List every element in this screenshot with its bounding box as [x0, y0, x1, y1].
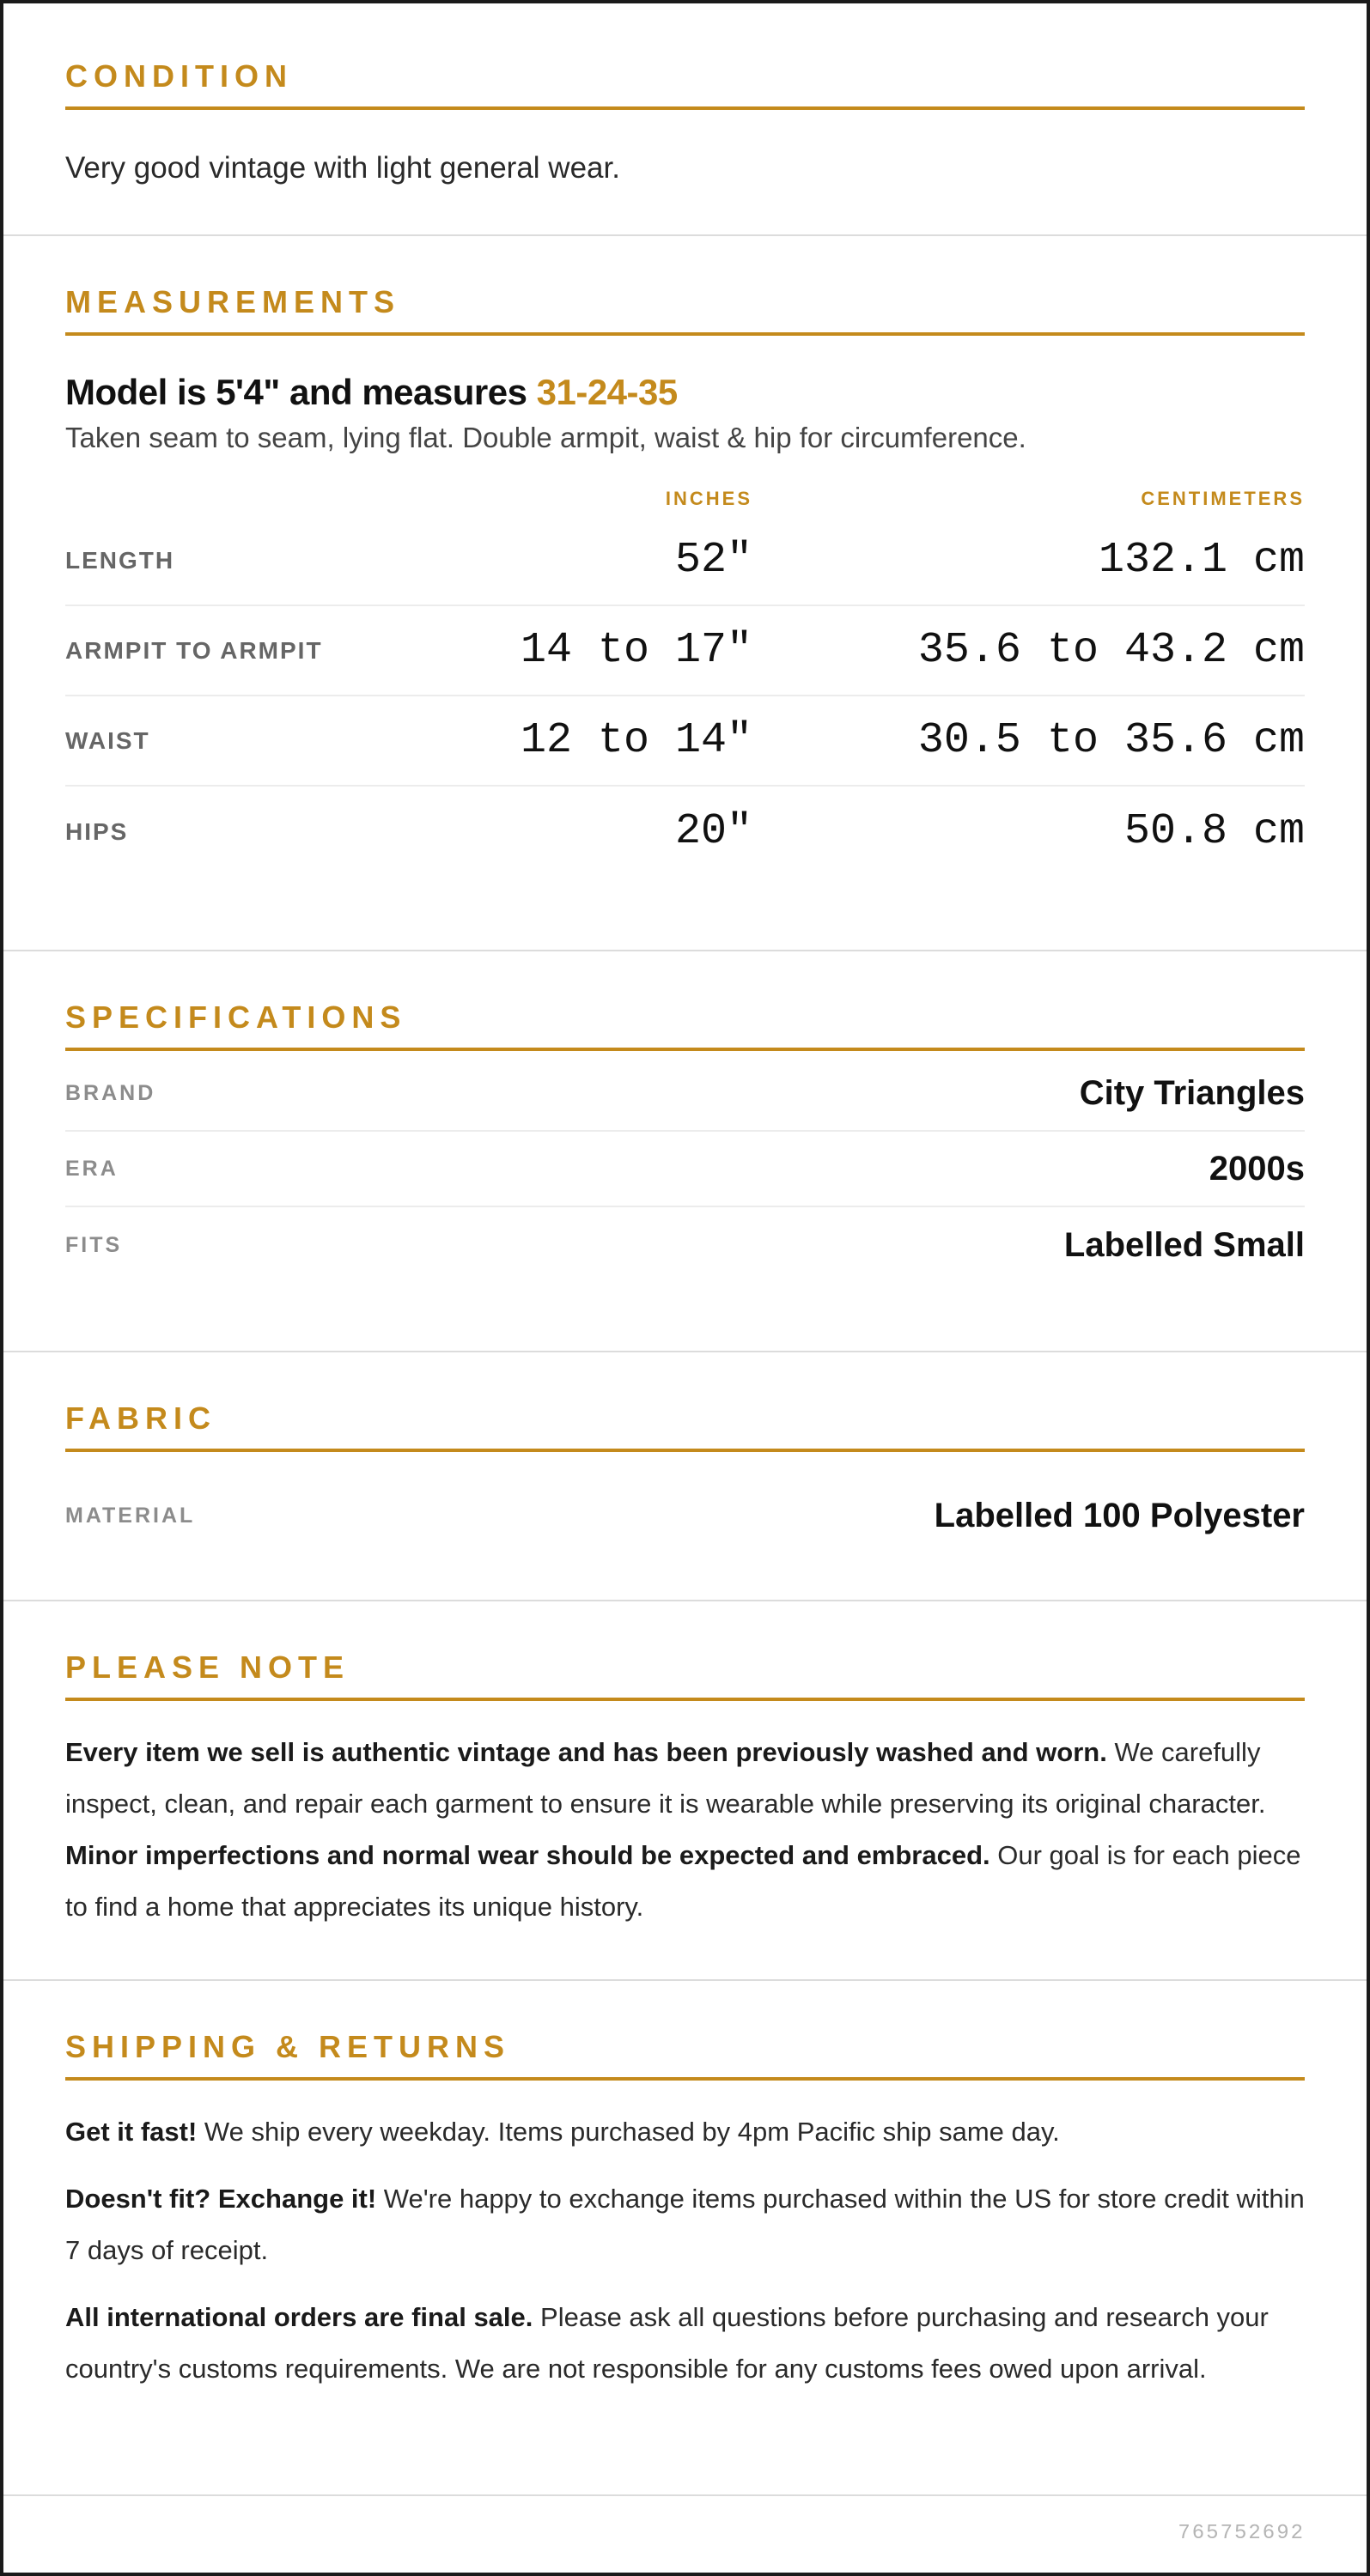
spec-value: Labelled Small	[1063, 1225, 1305, 1264]
shipping-paragraph	[65, 2106, 1305, 2158]
table-row	[65, 787, 1305, 877]
table-row	[65, 516, 1305, 606]
condition-section	[3, 3, 1367, 236]
shipping-paragraph	[65, 2173, 1305, 2276]
measure-cm: 35.6 to 43.2 cm	[917, 626, 1305, 675]
measure-label: HIPS	[65, 817, 129, 845]
measure-inches: 20"	[674, 807, 752, 856]
spec-label: BRAND	[65, 1080, 156, 1105]
measurements-table	[65, 482, 1305, 877]
fabric-heading: FABRIC	[65, 1400, 1305, 1452]
column-centimeters: CENTIMETERS	[1141, 488, 1305, 509]
fabric-label: MATERIAL	[65, 1503, 196, 1528]
measure-inches: 14 to 17"	[520, 626, 752, 675]
list-item	[65, 1478, 1305, 1553]
specifications-heading: SPECIFICATIONS	[65, 999, 1305, 1051]
measurements-table-header	[65, 482, 1305, 516]
spec-label: ERA	[65, 1156, 119, 1181]
note-text: We carefully inspect, clean, and repair each garment to ensure it is wearable while preserving its original character.	[65, 1737, 1266, 1819]
spec-value: City Triangles	[1079, 1073, 1305, 1112]
measure-cm: 30.5 to 35.6 cm	[917, 716, 1305, 765]
fabric-value: Labelled 100 Polyester	[934, 1496, 1305, 1534]
measure-inches: 52"	[674, 536, 752, 585]
note-emphasis: Every item we sell is authentic vintage and has been previously washed and worn.	[65, 1737, 1107, 1767]
model-measures: 31-24-35	[536, 372, 678, 412]
specifications-list	[65, 1056, 1305, 1283]
please-note-heading: PLEASE NOTE	[65, 1649, 1305, 1701]
spec-value: 2000s	[1209, 1149, 1305, 1188]
shipping-text: We ship every weekday. Items purchased by 4pm Pacific ship same day.	[197, 2117, 1060, 2147]
column-inches: INCHES	[665, 488, 752, 509]
measure-label: ARMPIT TO ARMPIT	[65, 636, 323, 664]
note-emphasis: Minor imperfections and normal wear should be expected and embraced.	[65, 1840, 990, 1870]
shipping-paragraph	[65, 2292, 1305, 2395]
fabric-list	[65, 1478, 1305, 1553]
measurement-note: Taken seam to seam, lying flat. Double armpit, waist & hip for circumference.	[65, 422, 1026, 453]
spec-label: FITS	[65, 1232, 123, 1257]
measurements-section	[3, 236, 1367, 951]
please-note-text	[65, 1727, 1305, 1933]
list-item	[65, 1207, 1305, 1283]
shipping-heading: SHIPPING & RETURNS	[65, 2029, 1305, 2081]
product-id: 765752692	[1178, 2522, 1305, 2545]
fabric-section	[3, 1352, 1367, 1601]
measurements-heading: MEASUREMENTS	[65, 284, 1305, 336]
shipping-returns-section	[3, 1981, 1367, 2496]
model-info	[65, 372, 1305, 413]
measure-cm: 50.8 cm	[1123, 807, 1305, 856]
shipping-emphasis: All international orders are final sale.	[65, 2302, 533, 2332]
specifications-section	[3, 951, 1367, 1352]
condition-text: Very good vintage with light general wear.	[65, 151, 620, 185]
note-text: Our goal is for each piece to find a home that appreciates its unique history.	[65, 1840, 1301, 1922]
table-row	[65, 696, 1305, 787]
shipping-emphasis: Doesn't fit? Exchange it!	[65, 2184, 377, 2214]
list-item	[65, 1056, 1305, 1132]
footer	[3, 2496, 1367, 2573]
shipping-emphasis: Get it fast!	[65, 2117, 198, 2147]
model-info-prefix: Model is 5'4" and measures	[65, 372, 537, 412]
shipping-text: We're happy to exchange items purchased within the US for store credit within 7 days of receipt.	[65, 2184, 1305, 2265]
measure-label: LENGTH	[65, 546, 175, 574]
measure-inches: 12 to 14"	[520, 716, 752, 765]
list-item	[65, 1132, 1305, 1207]
measure-label: WAIST	[65, 726, 150, 754]
please-note-section	[3, 1601, 1367, 1981]
shipping-text: Please ask all questions before purchasing and research your country's customs requirements. We are not responsible for any customs fees owed upon arrival.	[65, 2302, 1269, 2384]
measure-cm: 132.1 cm	[1098, 536, 1305, 585]
condition-heading: CONDITION	[65, 58, 1305, 110]
table-row	[65, 606, 1305, 696]
